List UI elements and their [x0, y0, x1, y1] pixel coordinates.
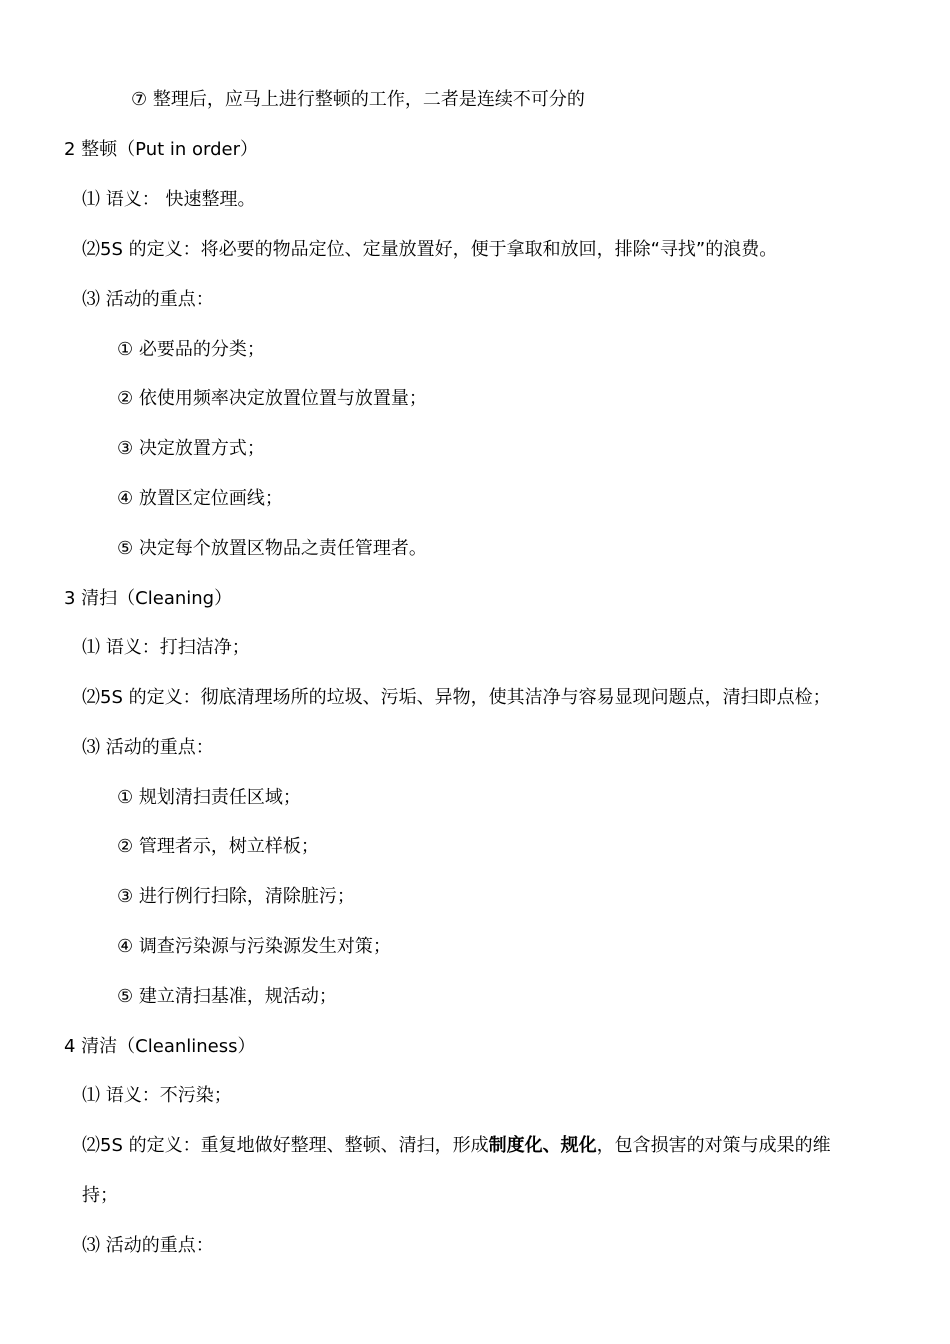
- definition-line: ⑵5S 的定义：将必要的物品定位、定量放置好，便于拿取和放回，排除“寻找”的浪费。: [82, 239, 778, 260]
- list-item: ④ 放置区定位画线；: [117, 488, 283, 509]
- definition-continuation: 持；: [82, 1185, 118, 1206]
- definition-text: ⑵5S 的定义：重复地做好整理、整顿、清扫，形成: [82, 1135, 489, 1156]
- focus-line: ⑶ 活动的重点：: [82, 1235, 214, 1256]
- list-item: ③ 决定放置方式；: [117, 438, 265, 459]
- focus-line: ⑶ 活动的重点：: [82, 737, 214, 758]
- list-item: ⑦ 整理后，应马上进行整顿的工作，二者是连续不可分的: [131, 89, 585, 110]
- meaning-line: ⑴ 语义：打扫洁净；: [82, 637, 250, 658]
- list-item: ① 必要品的分类；: [117, 339, 265, 360]
- list-item: ③ 进行例行扫除，清除脏污；: [117, 886, 355, 907]
- section-heading-3: 3 清扫（Cleaning）: [64, 588, 233, 609]
- list-item: ① 规划清扫责任区域；: [117, 787, 301, 808]
- list-item: ④ 调查污染源与污染源发生对策；: [117, 936, 391, 957]
- list-item: ⑤ 决定每个放置区物品之责任管理者。: [117, 538, 427, 559]
- list-item: ② 管理者示，树立样板；: [117, 836, 319, 857]
- definition-line: ⑵5S 的定义：彻底清理场所的垃圾、污垢、异物，使其洁净与容易显现问题点，清扫即点检；: [82, 687, 831, 708]
- focus-line: ⑶ 活动的重点：: [82, 289, 214, 310]
- definition-text-end: ，包含损害的对策与成果的维: [596, 1135, 831, 1156]
- section-heading-4: 4 清洁（Cleanliness）: [64, 1036, 256, 1057]
- definition-emphasis: 制度化、规化: [488, 1135, 597, 1156]
- definition-line: [82, 1134, 831, 1158]
- meaning-line: ⑴ 语义：不污染；: [82, 1085, 232, 1106]
- section-heading-2: 2 整顿（Put in order）: [64, 139, 259, 160]
- list-item: ⑤ 建立清扫基准，规活动；: [117, 986, 337, 1007]
- list-item: ② 依使用频率决定放置位置与放置量；: [117, 388, 427, 409]
- meaning-line: ⑴ 语义： 快速整理。: [82, 189, 256, 210]
